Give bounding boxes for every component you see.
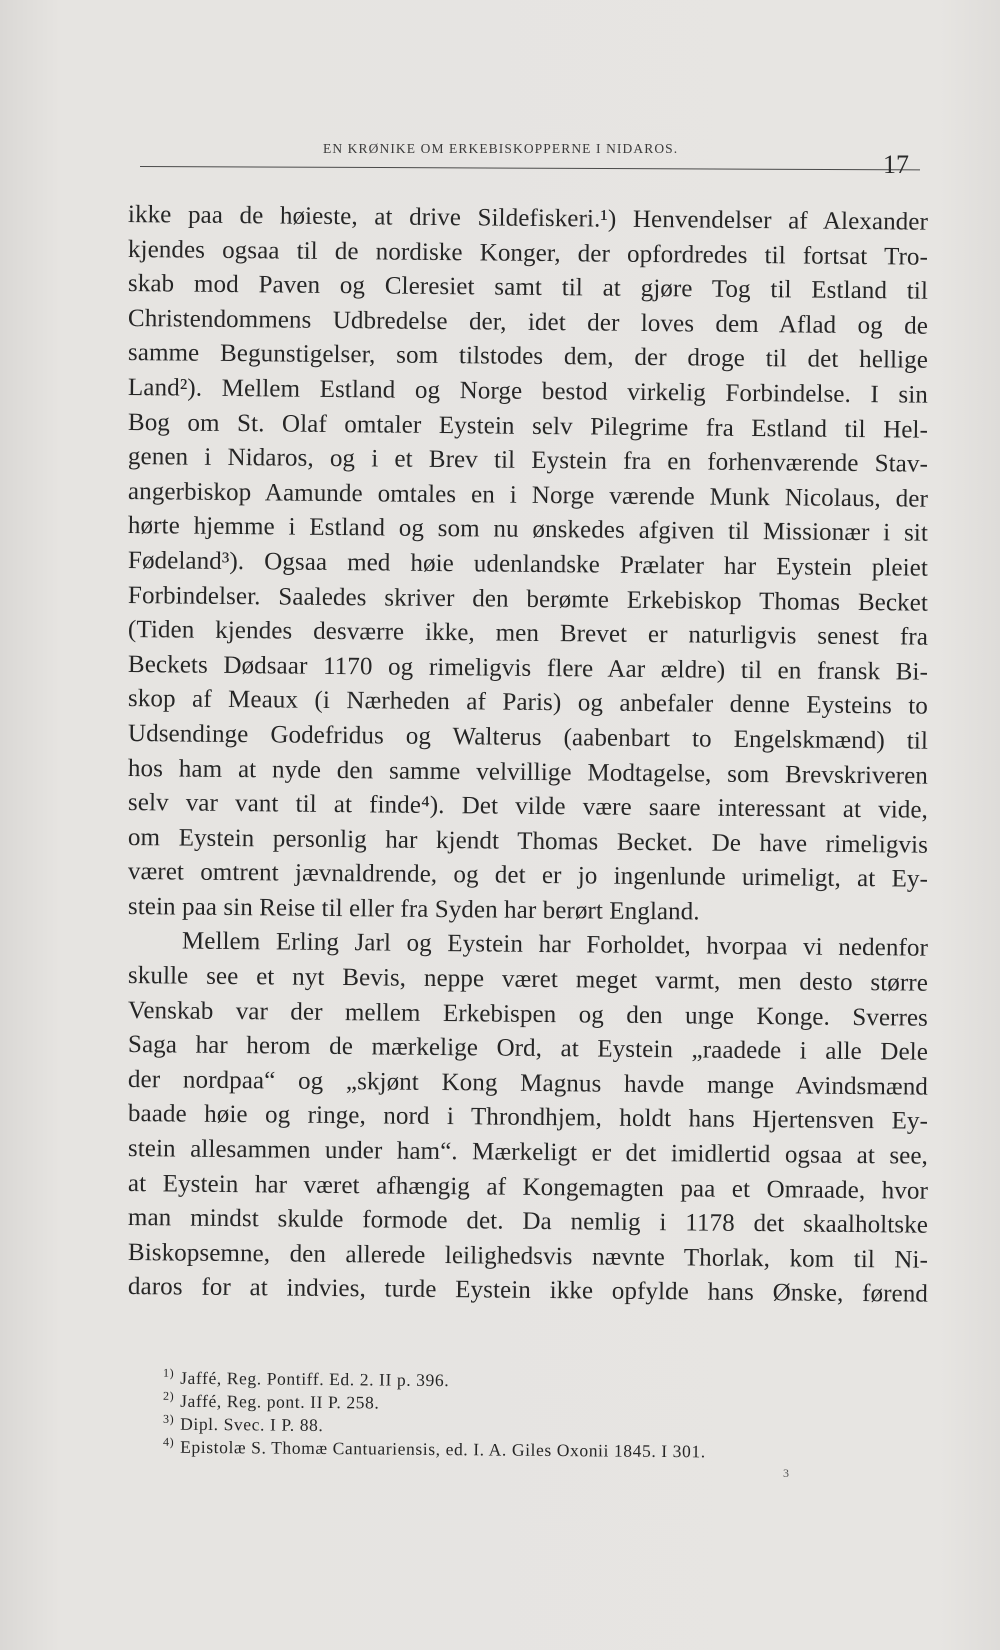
text-line: stein allesammen under ham“. Mærkeligt er det imidlertid ogsaa at see, (127, 1135, 929, 1170)
text-line: baade høie og ringe, nord i Throndhjem, holdt hans Hjertensven Ey- (127, 1100, 929, 1136)
text-line: stein paa sin Reise til eller fra Syden har berørt England. (127, 892, 700, 926)
text-line: genen i Nidaros, og i et Brev til Eystein fra en forhenværende Stav- (127, 443, 929, 478)
footnote-mark: 3) (162, 1411, 175, 1426)
text-line: Biskopsemne, den allerede leilighedsvis nævnte Thorlak, kom til Ni- (127, 1238, 929, 1274)
text-line: Udsendinge Godefridus og Walterus (aabenbart to Engelskmænd) til (127, 719, 929, 755)
text-line: samme Begunstigelser, som tilstodes dem, der droge til det hellige (127, 339, 929, 375)
footnotes (162, 1365, 903, 1462)
text-line: hørte hjemme i Estland og som nu ønskedes afgiven til Missionær i sit (127, 512, 929, 548)
text-line: Saga har herom de mærkelige Ord, at Eystein „raadede i alle Dele (127, 1031, 929, 1066)
text-line: om Eystein personlig har kjendt Thomas Becket. De have rimeligvis (127, 823, 929, 859)
running-header: EN KRØNIKE OM ERKEBISKOPPERNE I NIDAROS. (323, 141, 679, 156)
text-line: Bog om St. Olaf omtaler Eystein selv Pilegrime fra Estland til Hel- (127, 408, 929, 444)
footnote-text: Dipl. Svec. I P. 88. (180, 1413, 324, 1435)
paragraph-first-line: Mellem Erling Jarl og Eystein har Forholdet, hvorpaa vi nedenfor (181, 927, 929, 963)
text-line: man mindst skulde formode det. Da nemlig i 1178 det skaalholtske (127, 1204, 929, 1239)
footnote-mark: 4) (162, 1434, 175, 1449)
text-line: Christendommens Udbredelse der, idet der loves dem Aflad og de (127, 304, 929, 340)
page-number: 17 (883, 150, 909, 179)
text-line: Forbindelser. Saaledes skriver den berømte Erkebiskop Thomas Becket (127, 581, 929, 617)
printer-signature-mark: 3 (783, 1466, 789, 1480)
text-line: skulle see et nyt Bevis, neppe været meget varmt, men desto større (127, 962, 929, 997)
text-line: angerbiskop Aamunde omtales en i Norge værende Munk Nicolaus, der (127, 477, 929, 513)
text-line: daros for at indvies, turde Eystein ikke opfylde hans Ønske, førend (127, 1273, 929, 1309)
text-line: Fødeland³). Ogsaa med høie udenlandske Prælater har Eystein pleiet (127, 546, 929, 582)
footnote-text: Epistolæ S. Thomæ Cantuariensis, ed. I. A. Giles Oxonii 1845. I 301. (180, 1436, 706, 1462)
text-line: hos ham at nyde den samme velvillige Modtagelse, som Brevskriveren (127, 754, 929, 790)
footnote-mark: 2) (162, 1388, 175, 1403)
text-line: at Eystein har været afhængig af Kongemagten paa et Omraade, hvor (127, 1169, 929, 1205)
text-line: skop af Meaux (i Nærheden af Paris) og anbefaler denne Eysteins to (127, 685, 929, 720)
text-line: Beckets Dødsaar 1170 og rimeligvis flere Aar ældre) til en fransk Bi- (127, 650, 929, 686)
text-line: der nordpaa“ og „skjønt Kong Magnus havde mange Avindsmænd (127, 1065, 929, 1101)
text-line: skab mod Paven og Cleresiet samt til at gjøre Tog til Estland til (127, 270, 929, 305)
header-rule (140, 166, 920, 171)
footnote-text: Jaffé, Reg. pont. II P. 258. (180, 1390, 380, 1413)
text-line: selv var vant til at finde⁴). Det vilde være saare interessant at vide, (127, 789, 929, 824)
footnote-text: Jaffé, Reg. Pontiff. Ed. 2. II p. 396. (180, 1367, 450, 1391)
text-line: kjendes ogsaa til de nordiske Konger, der opfordredes til fortsat Tro- (127, 235, 929, 271)
body-text (127, 198, 929, 1309)
text-line: været omtrent jævnaldrende, og det er jo ingenlunde urimeligt, at Ey- (127, 858, 929, 893)
footnote-mark: 1) (162, 1365, 175, 1380)
text-line: Land²). Mellem Estland og Norge bestod virkelig Forbindelse. I sin (127, 373, 929, 409)
text-line: (Tiden kjendes desværre ikke, men Brevet er naturligvis senest fra (127, 616, 929, 651)
text-line: Venskab var der mellem Erkebispen og den unge Konge. Sverres (127, 996, 929, 1032)
text-line: ikke paa de høieste, at drive Sildefiskeri.¹) Henvendelser af Alexander (127, 201, 929, 236)
